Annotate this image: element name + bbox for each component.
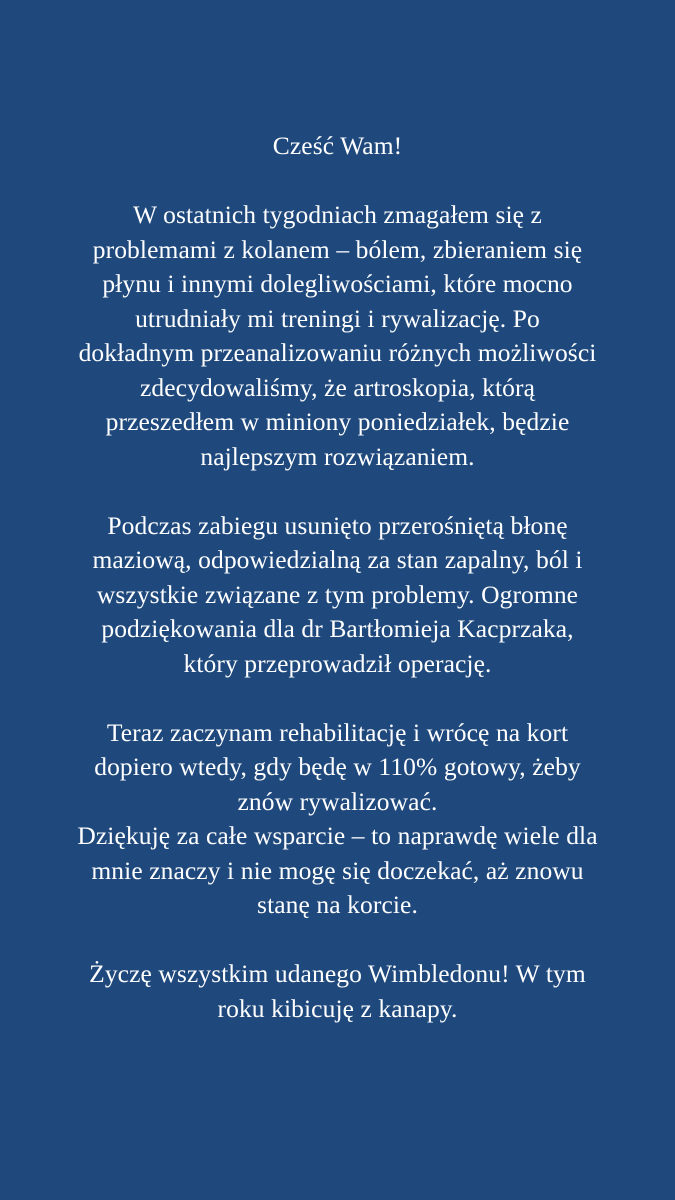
greeting-paragraph bbox=[30, 129, 645, 164]
rehabilitation-paragraph bbox=[30, 716, 645, 923]
text-line: dopiero wtedy, gdy będę w 110% gotowy, żeby bbox=[94, 752, 581, 781]
text-line: roku kibicuję z kanapy. bbox=[217, 993, 458, 1023]
text-line: Podczas zabiegu usunięto przerośniętą błonę bbox=[107, 510, 568, 540]
text-line: wszystkie związane z tym problemy. Ogromne bbox=[96, 579, 579, 609]
text-line: W ostatnich tygodniach zmagałem się z bbox=[133, 200, 542, 229]
knee-problem-paragraph bbox=[30, 198, 645, 474]
text-line: podziękowania dla dr Bartłomieja Kacprzaka, bbox=[101, 614, 574, 643]
text-line: problemami z kolanem – bólem, zbieraniem się bbox=[92, 234, 583, 264]
text-line: stanę na korcie. bbox=[257, 890, 418, 919]
paragraph-spacer bbox=[30, 681, 645, 716]
text-line: zdecydowaliśmy, że artroskopia, którą bbox=[139, 372, 536, 402]
text-line: utrudniały mi treningi i rywalizację. Po bbox=[135, 303, 540, 333]
text-line: najlepszym rozwiązaniem. bbox=[200, 441, 475, 471]
text-line: znów rywalizować. bbox=[237, 786, 438, 816]
greeting-line: Cześć Wam! bbox=[272, 131, 403, 160]
text-line: mnie znaczy i nie mogę się doczekać, aż znowu bbox=[91, 855, 584, 885]
wimbledon-paragraph bbox=[30, 957, 645, 1026]
text-line: maziową, odpowiedzialną za stan zapalny, ból i bbox=[92, 545, 583, 574]
paragraph-spacer bbox=[30, 474, 645, 509]
text-line: przeszedłem w miniony poniedziałek, będzie bbox=[105, 407, 570, 436]
statement-text bbox=[30, 129, 645, 1026]
paragraph-spacer bbox=[30, 164, 645, 199]
surgery-paragraph bbox=[30, 509, 645, 682]
text-line: który przeprowadził operację. bbox=[183, 648, 492, 678]
text-line: Teraz zaczynam rehabilitację i wrócę na kort bbox=[106, 717, 569, 747]
text-line: płynu i innymi dolegliwościami, które mocno bbox=[102, 269, 573, 298]
text-line: dokładnym przeanalizowaniu różnych możliwości bbox=[78, 338, 597, 367]
paragraph-spacer bbox=[30, 923, 645, 958]
text-line: Dziękuję za całe wsparcie – to naprawdę wiele dla bbox=[77, 821, 598, 850]
text-line: Życzę wszystkim udanego Wimbledonu! W tym bbox=[89, 959, 586, 988]
